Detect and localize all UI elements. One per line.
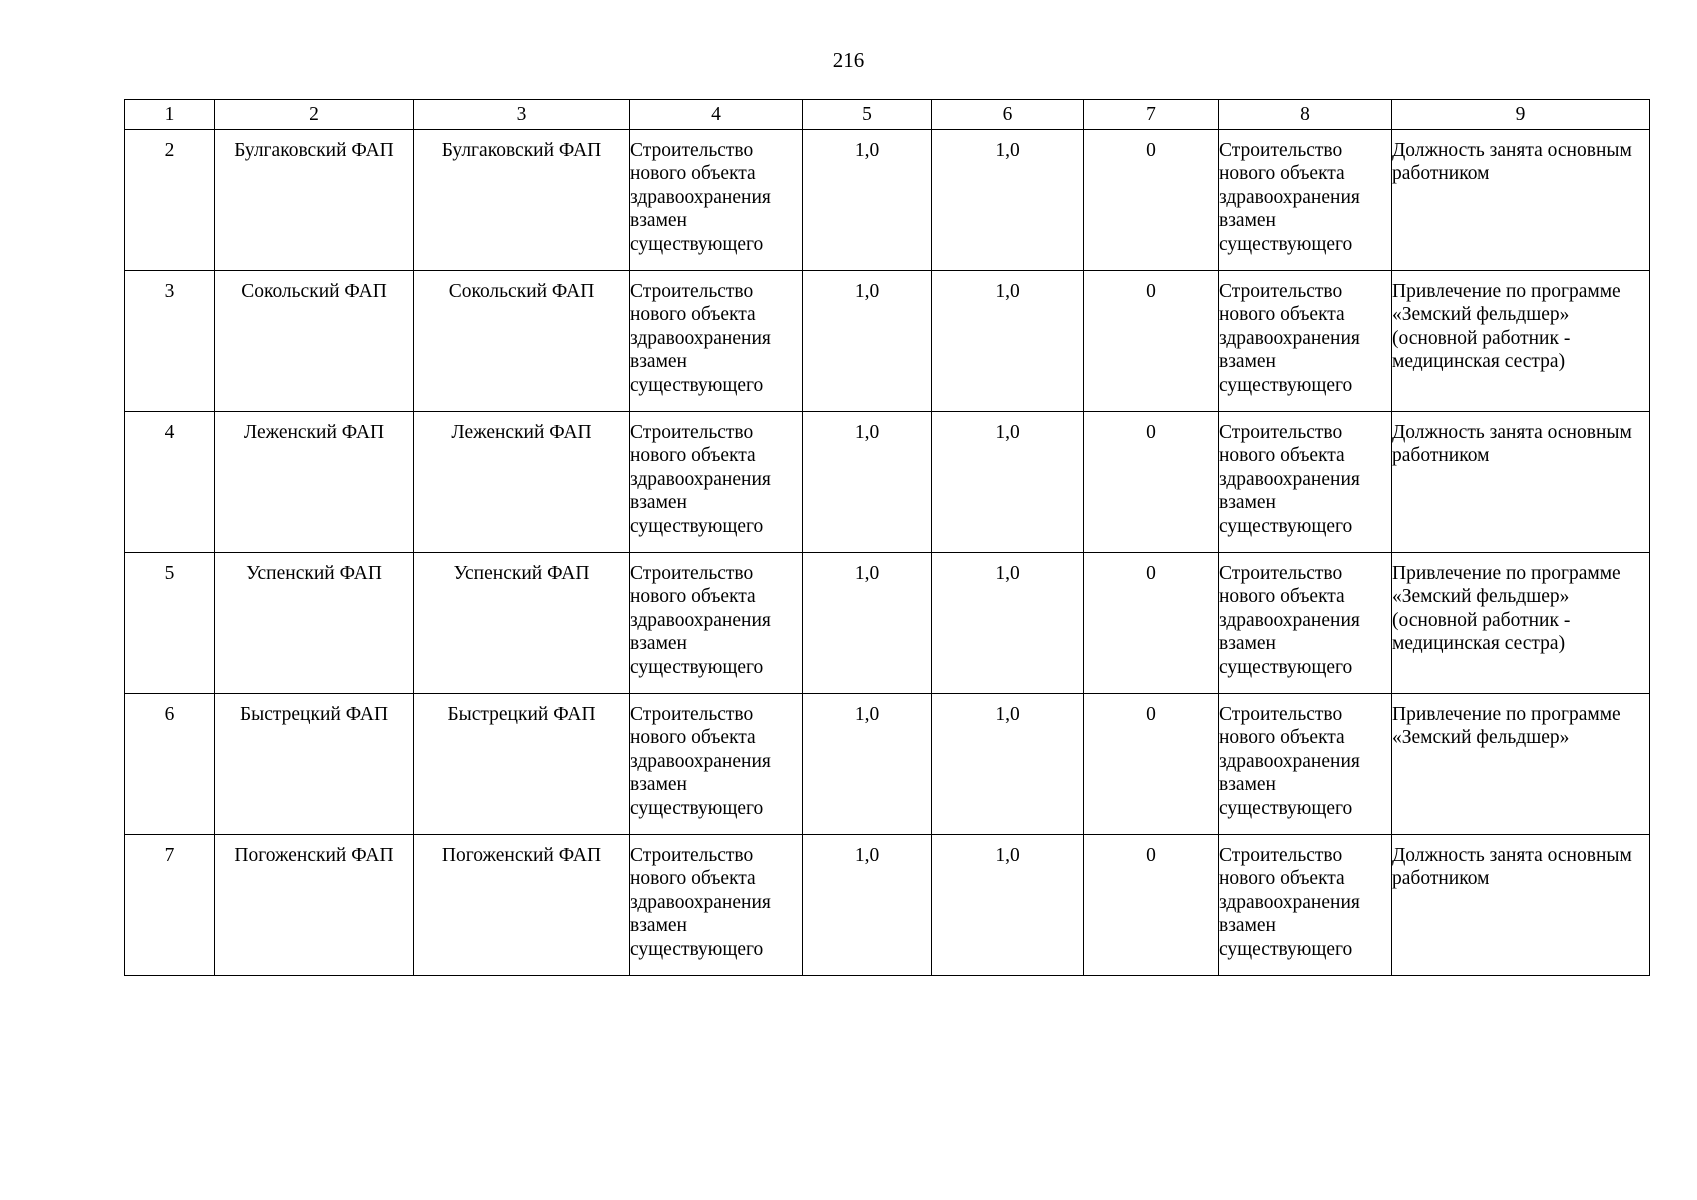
value-cell: 0	[1084, 412, 1219, 553]
note-cell: Привлечение по программе «Земский фельдшер» (основной работник - медицинская сестра)	[1392, 553, 1650, 694]
facility-name-cell: Погоженский ФАП	[414, 835, 630, 976]
value-cell: 1,0	[932, 694, 1084, 835]
action-cell: Строительство нового объекта здравоохранения взамен существующего	[630, 835, 803, 976]
page-number: 216	[832, 48, 865, 72]
facility-name-cell: Сокольский ФАП	[215, 271, 414, 412]
column-header: 7	[1084, 100, 1219, 130]
action-cell: Строительство нового объекта здравоохранения взамен существующего	[630, 694, 803, 835]
facility-name-cell: Погоженский ФАП	[215, 835, 414, 976]
action-cell: Строительство нового объекта здравоохранения взамен существующего	[630, 412, 803, 553]
row-number-cell: 2	[125, 130, 215, 271]
note-cell: Должность занята основным работником	[1392, 835, 1650, 976]
table-row	[125, 553, 1650, 694]
value-cell: 0	[1084, 835, 1219, 976]
column-header: 8	[1219, 100, 1392, 130]
row-number-cell: 4	[125, 412, 215, 553]
value-cell: 0	[1084, 271, 1219, 412]
action-cell: Строительство нового объекта здравоохранения взамен существующего	[630, 130, 803, 271]
facility-name-cell: Быстрецкий ФАП	[414, 694, 630, 835]
note-cell: Должность занята основным работником	[1392, 412, 1650, 553]
value-cell: 1,0	[803, 835, 932, 976]
column-header: 6	[932, 100, 1084, 130]
value-cell: 1,0	[803, 271, 932, 412]
facility-name-cell: Успенский ФАП	[414, 553, 630, 694]
value-cell: 1,0	[803, 553, 932, 694]
table-row	[125, 271, 1650, 412]
column-header: 9	[1392, 100, 1650, 130]
action-cell: Строительство нового объекта здравоохранения взамен существующего	[1219, 835, 1392, 976]
table-row	[125, 130, 1650, 271]
value-cell: 1,0	[932, 130, 1084, 271]
value-cell: 1,0	[803, 694, 932, 835]
action-cell: Строительство нового объекта здравоохранения взамен существующего	[630, 271, 803, 412]
facility-name-cell: Булгаковский ФАП	[414, 130, 630, 271]
value-cell: 1,0	[932, 835, 1084, 976]
action-cell: Строительство нового объекта здравоохранения взамен существующего	[1219, 412, 1392, 553]
value-cell: 0	[1084, 553, 1219, 694]
value-cell: 1,0	[932, 553, 1084, 694]
table-row	[125, 412, 1650, 553]
facility-name-cell: Успенский ФАП	[215, 553, 414, 694]
row-number-cell: 6	[125, 694, 215, 835]
action-cell: Строительство нового объекта здравоохранения взамен существующего	[1219, 271, 1392, 412]
data-table	[124, 99, 1650, 976]
action-cell: Строительство нового объекта здравоохранения взамен существующего	[1219, 553, 1392, 694]
action-cell: Строительство нового объекта здравоохранения взамен существующего	[1219, 130, 1392, 271]
note-cell: Привлечение по программе «Земский фельдшер» (основной работник - медицинская сестра)	[1392, 271, 1650, 412]
facility-name-cell: Леженский ФАП	[215, 412, 414, 553]
action-cell: Строительство нового объекта здравоохранения взамен существующего	[1219, 694, 1392, 835]
facility-name-cell: Быстрецкий ФАП	[215, 694, 414, 835]
column-header: 4	[630, 100, 803, 130]
value-cell: 1,0	[803, 412, 932, 553]
value-cell: 1,0	[932, 412, 1084, 553]
note-cell: Привлечение по программе «Земский фельдшер»	[1392, 694, 1650, 835]
row-number-cell: 3	[125, 271, 215, 412]
column-header: 2	[215, 100, 414, 130]
value-cell: 1,0	[803, 130, 932, 271]
note-cell: Должность занята основным работником	[1392, 130, 1650, 271]
facility-name-cell: Булгаковский ФАП	[215, 130, 414, 271]
value-cell: 1,0	[932, 271, 1084, 412]
column-header: 5	[803, 100, 932, 130]
facility-name-cell: Леженский ФАП	[414, 412, 630, 553]
table-row	[125, 835, 1650, 976]
action-cell: Строительство нового объекта здравоохранения взамен существующего	[630, 553, 803, 694]
facility-name-cell: Сокольский ФАП	[414, 271, 630, 412]
value-cell: 0	[1084, 694, 1219, 835]
value-cell: 0	[1084, 130, 1219, 271]
column-header: 3	[414, 100, 630, 130]
column-header: 1	[125, 100, 215, 130]
row-number-cell: 7	[125, 835, 215, 976]
table-header-row	[125, 100, 1650, 130]
row-number-cell: 5	[125, 553, 215, 694]
table-row	[125, 694, 1650, 835]
